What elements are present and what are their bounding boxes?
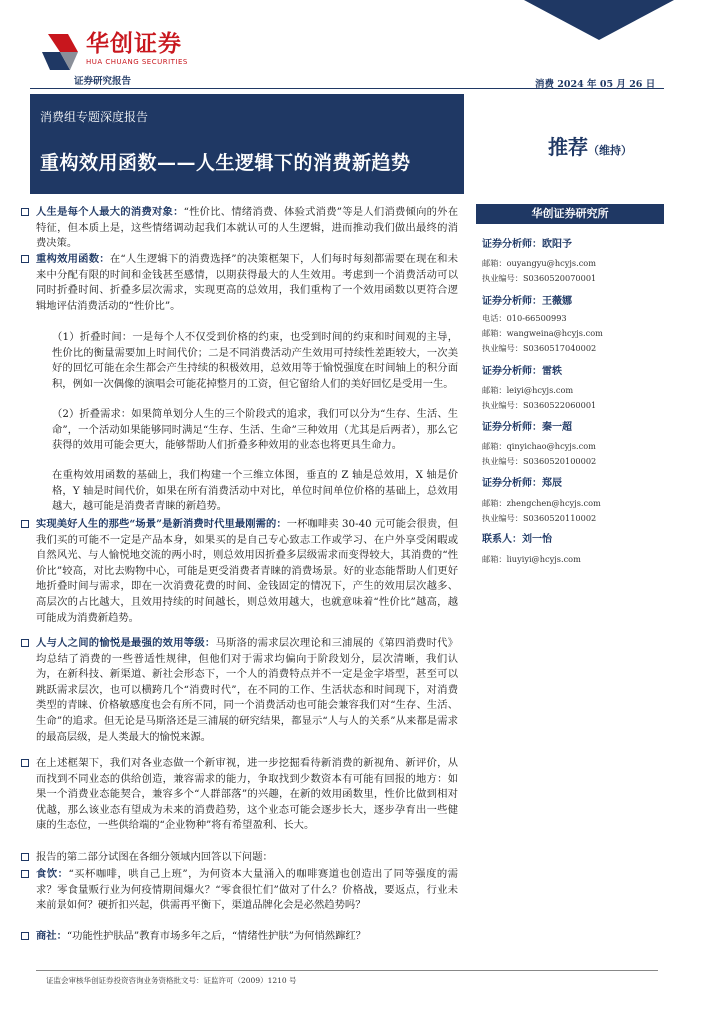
analyst-email: 邮箱：wangweina@hcyjs.com (482, 328, 603, 338)
checkbox-bullet-icon (21, 759, 29, 767)
paragraph-food-beverage: 食饮：“买杯咖啡，哄自己上班”，为何资本大量涌入的咖啡赛道也创造出了同等强度的需求？零食量贩行业为何疫情期间爆火？“零食很忙们”做对了什么？价格战，要返点，行业未来前景如何？硬折扣兴起，供需再平衡下，渠道品牌化会是必然趋势吗？ (36, 867, 458, 914)
rating-main: 推荐 (548, 135, 588, 159)
analyst-license: 执业编号：S0360520100002 (482, 456, 597, 466)
paragraph-scenarios: 实现美好人生的那些“场景”是新消费时代里最刚需的：一杯咖啡卖 30-40 元可能会很贵，但我们买的可能不一定是产品本身，如果买的是自己专心致志工作或学习、在户外享受闲暇或自然风光、与人愉悦地交流的两小时，则总效用因折叠多层级需求而变得较大，其消费的“性价比”较高，对比去购物中心，可能是更受消费者青睐的消费场景。好的业态能帮助人们更好地折叠时间与需求，即在一次消费花费的时间、金钱固定的情况下，产生的效用层次越多、高层次的占比越大，且效用持续的时间越长，则总效用越大，也就意味着“性价比”越高，越可能成为消费新趋势。 (36, 517, 458, 626)
header-divider (30, 88, 664, 89)
analyst-license: 执业编号：S0360520110002 (482, 513, 597, 523)
paragraph-human-joy: 人与人之间的愉悦是最强的效用等级：马斯洛的需求层次理论和三浦展的《第四消费时代》均总结了消费的一些普适性规律，但他们对于需求均偏向于阶段划分，层次清晰，我们认为，在新科技、新渠道、新社会形态下，一个人的消费特点并不一定是金字塔型，甚至可以跳跃需求层次，也可以横跨几个“消费时代”，在不同的工作、生活状态和时间现下，对消费类型的青睐、价格敏感度也会有所不同，同一个消费活动也可能会兼容我们对“生存、生活、生命”的追求。但无论是马斯洛还是三浦展的研究结果，都显示“人与人的关系”从来都是需求的最高层级，是人类最大的愉悦来源。 (36, 636, 458, 745)
brand-english-name: HUA CHUANG SECURITIES (86, 58, 188, 66)
checkbox-bullet-icon (21, 520, 29, 528)
footer-divider (36, 970, 658, 971)
paragraph-commerce: 商社：“功能性护肤品”教育市场多年之后，“情绪性护肤”为何悄然蹿红？ (36, 929, 458, 945)
paragraph-utility-function: 重构效用函数：在“人生逻辑下的消费选择”的决策框架下，人们每时每刻都需要在现在和未来中分配有限的时间和金钱甚至感情，以期获得最大的人生效用。考虑到一个消费活动可以同时折叠时间、折叠多层次需求，实现更高的总效用，我们重构了一个效用函数以更符合逻辑地评估消费活动的“性价比”。 (36, 252, 458, 314)
contact-email: 邮箱：liuyiyi@hcyjs.com (482, 554, 581, 564)
checkbox-bullet-icon (21, 639, 29, 647)
analyst-name: 证券分析师：王薇娜 (482, 296, 572, 307)
checkbox-bullet-icon (21, 932, 29, 940)
paragraph-fold-demand: （2）折叠需求：如果简单划分人生的三个阶段式的追求，我们可以分为“生存、生活、生命”，一个活动如果能够同时满足“生存、生活、生命”三种效用（尤其是后两者），那么它获得的效用可能会更大，能够帮助人们折叠多种效用的业态也将更具生命力。 (52, 408, 458, 452)
analyst-email: 邮箱：leiyi@hcyjs.com (482, 385, 574, 395)
paragraph-3d-model: 在重构效用函数的基础上，我们构建一个三维立体图，垂直的 Z 轴是总效用，X 轴是价格，Y 轴是时间代价，如果在所有消费活动中对比，单位时间单位价格的基础上，总效用越大，越可能是消费者青睐的新趋势。 (52, 469, 458, 513)
paragraph-fold-time: （1）折叠时间：一是每个人不仅受到价格的约束，也受到时间的约束和时间观的主导，性价比的衡量需要加上时间代价；二是不同消费活动产生效用可持续性差距较大，一次美好的回忆可能在余生都会产生持续的积极效用，总效用等于愉悦强度在时间轴上的积分面积，例如一次偶像的演唱会可能花掉整月的工资，但它留给人们的美好回忆是受用一生。 (52, 331, 458, 390)
analyst-name: 证券分析师：欧阳予 (482, 239, 572, 250)
analyst-license: 执业编号：S0360522060001 (482, 400, 597, 410)
rating-sub: （维持） (588, 144, 632, 157)
analyst-license: 执业编号：S0360520070001 (482, 273, 597, 283)
analyst-name: 证券分析师：雷轶 (482, 366, 562, 377)
report-date: 消费 2024 年 05 月 26 日 (535, 79, 656, 90)
analyst-email: 邮箱：qinyichao@hcyjs.com (482, 441, 596, 451)
investment-rating (548, 131, 632, 160)
report-title: 重构效用函数——人生逻辑下的消费新趋势 (40, 152, 411, 174)
analyst-email: 邮箱：ouyangyu@hcyjs.com (482, 258, 596, 268)
sidebar-title: 华创证券研究所 (476, 204, 664, 224)
contact-name: 联系人：刘一怡 (482, 534, 552, 545)
paragraph-life-consumption: 人生是每个人最大的消费对象：“性价比、情绪消费、体验式消费”等是人们消费倾向的外在特征，但本质上是，这些情绪调动起我们本就认可的人生逻辑，进而推动我们做出最终的消费决策。 (36, 205, 458, 252)
brand-logo-icon (38, 30, 80, 72)
analyst-name: 证券分析师：秦一超 (482, 422, 572, 433)
checkbox-bullet-icon (21, 853, 29, 861)
analyst-license: 执业编号：S0360517040002 (482, 343, 597, 353)
analyst-email: 邮箱：zhengchen@hcyjs.com (482, 498, 601, 508)
checkbox-bullet-icon (21, 208, 29, 216)
checkbox-bullet-icon (21, 870, 29, 878)
paragraph-framework-review: 在上述框架下，我们对各业态做一个新审视，进一步挖掘看待新消费的新视角、新评价，从而找到不同业态的供给创造，兼容需求的能力，争取找到少数资本有可能有回报的地方：如果一个消费业态能契合，兼容多个“人群部落”的兴趣，在新的效用函数里，性价比做到相对优越，那么该业态有望成为未来的消费趋势，这个业态可能会逐步长大，逐步孕育出一些健康的生态位，一些供给端的“企业物种”将有希望盈利、长大。 (36, 756, 458, 834)
report-type: 证券研究报告 (74, 76, 132, 87)
report-series: 消费组专题深度报告 (40, 110, 149, 124)
footer-license-note: 证监会审核华创证券投资咨询业务资格批文号：证监许可（2009）1210 号 (46, 976, 297, 985)
analyst-name: 证券分析师：郑辰 (482, 478, 562, 489)
paragraph-part-two: 报告的第二部分试图在各细分领域内回答以下问题： (36, 850, 458, 866)
checkbox-bullet-icon (21, 255, 29, 263)
corner-triangle-decoration (524, 0, 674, 40)
analyst-phone: 电话：010-66500993 (482, 313, 567, 323)
brand-name: 华创证券 (86, 31, 182, 57)
